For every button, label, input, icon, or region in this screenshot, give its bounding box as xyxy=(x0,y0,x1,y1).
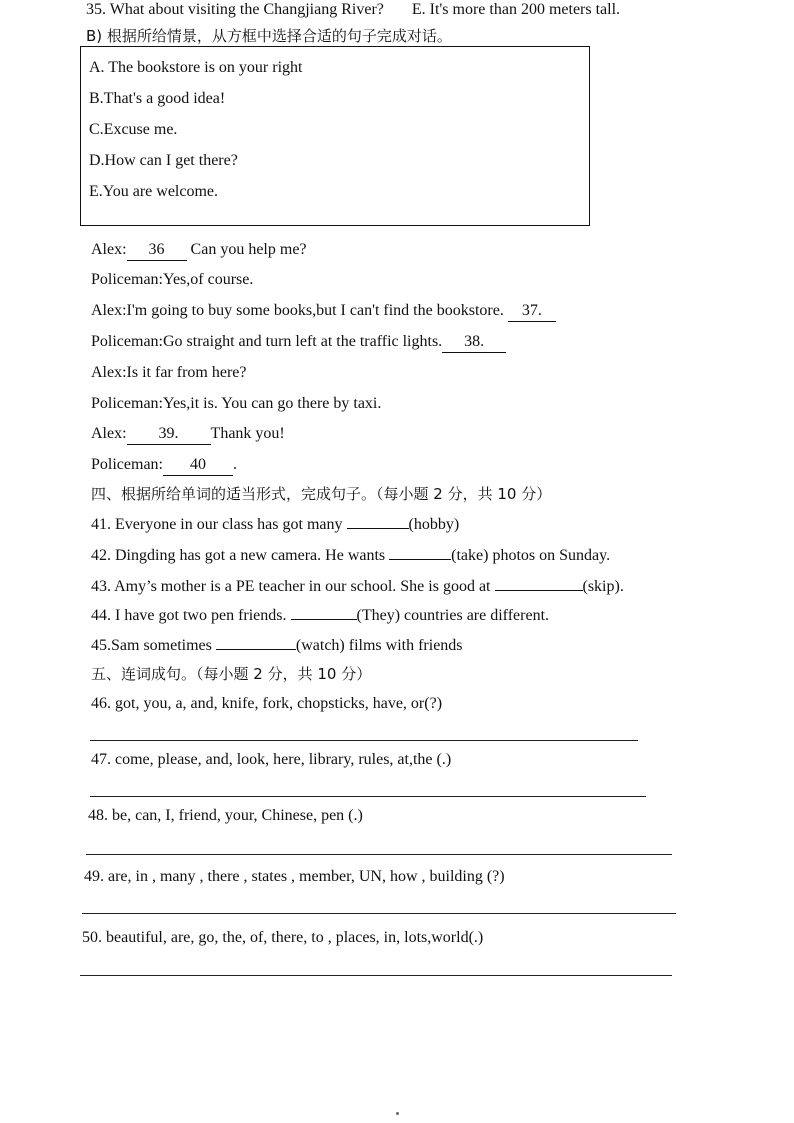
dialogue-text: . xyxy=(232,456,237,473)
answer-line-49[interactable] xyxy=(82,913,676,914)
question-49: 49. are, in , many , there , states , member, UN, how , building (?) xyxy=(84,868,505,885)
answer-blank-44[interactable] xyxy=(291,619,357,620)
section-b-heading: B) 根据所给情景，从方框中选择合适的句子完成对话。 xyxy=(86,27,452,45)
dialogue-line-7 xyxy=(91,424,285,445)
answer-blank-45[interactable] xyxy=(216,649,296,650)
page-dot-mark xyxy=(396,1112,399,1115)
dialogue-line-4 xyxy=(91,332,506,353)
answer-blank-38[interactable]: 38. xyxy=(442,332,506,353)
question-46: 46. got, you, a, and, knife, fork, chopsticks, have, or(?) xyxy=(91,695,443,712)
question-44-hint: (They) countries are different. xyxy=(356,607,550,624)
question-43-text: 43. Amy’s mother is a PE teacher in our school. She is good at xyxy=(91,578,495,595)
answer-line-47[interactable] xyxy=(90,796,646,797)
dialogue-text: Can you help me? xyxy=(186,241,307,258)
option-e: E.You are welcome. xyxy=(89,183,219,200)
answer-blank-43[interactable] xyxy=(495,590,583,591)
dialogue-line-1 xyxy=(91,240,307,261)
question-42 xyxy=(91,546,610,566)
question-42-text: 42. Dingding has got a new camera. He wants xyxy=(91,547,390,564)
answer-blank-36[interactable]: 36 xyxy=(127,240,187,261)
option-c: C.Excuse me. xyxy=(89,121,178,138)
answer-blank-42[interactable] xyxy=(389,559,451,560)
question-50: 50. beautiful, are, go, the, of, there, to , places, in, lots,world(.) xyxy=(82,929,484,946)
question-47: 47. come, please, and, look, here, library, rules, at,the (.) xyxy=(91,751,452,768)
answer-line-50[interactable] xyxy=(80,975,672,976)
question-35-line xyxy=(86,0,620,20)
question-44 xyxy=(91,606,549,626)
question-43 xyxy=(91,577,624,597)
dialogue-speaker: Alex: xyxy=(91,241,127,258)
option-e-tall-text: E. It's more than 200 meters tall. xyxy=(411,1,621,18)
section-5-heading: 五、连词成句。（每小题 2 分，共 10 分） xyxy=(91,665,372,683)
question-41-hint: (hobby) xyxy=(408,516,460,533)
dialogue-line-8 xyxy=(91,455,237,476)
question-41-text: 41. Everyone in our class has got many xyxy=(91,516,347,533)
question-43-hint: (skip). xyxy=(582,578,624,595)
question-41 xyxy=(91,515,459,535)
dialogue-line-3 xyxy=(91,301,556,322)
question-35-text: 35. What about visiting the Changjiang River? xyxy=(86,1,384,18)
dialogue-text: Thank you! xyxy=(210,425,285,442)
option-b: B.That's a good idea! xyxy=(89,90,226,107)
answer-line-46[interactable] xyxy=(90,740,638,741)
dialogue-speaker: Alex: xyxy=(91,425,127,442)
question-45-hint: (watch) films with friends xyxy=(295,637,463,654)
section-4-heading: 四、根据所给单词的适当形式，完成句子。（每小题 2 分，共 10 分） xyxy=(91,485,552,503)
answer-line-48[interactable] xyxy=(86,854,672,855)
dialogue-speaker: Policeman: xyxy=(91,456,163,473)
question-45-text: 45.Sam sometimes xyxy=(91,637,216,654)
dialogue-line-6: Policeman:Yes,it is. You can go there by taxi. xyxy=(91,395,382,412)
question-44-text: 44. I have got two pen friends. xyxy=(91,607,291,624)
answer-blank-37[interactable]: 37. xyxy=(508,301,556,322)
question-42-hint: (take) photos on Sunday. xyxy=(451,547,611,564)
answer-blank-39[interactable]: 39. xyxy=(127,424,211,445)
options-box xyxy=(80,46,590,226)
dialogue-line-5: Alex:Is it far from here? xyxy=(91,364,247,381)
question-48: 48. be, can, I, friend, your, Chinese, pen (.) xyxy=(88,807,363,824)
dialogue-line-2: Policeman:Yes,of course. xyxy=(91,271,254,288)
dialogue-text: Alex:I'm going to buy some books,but I can't find the bookstore. xyxy=(91,302,508,319)
question-45 xyxy=(91,636,463,656)
answer-blank-40[interactable]: 40 xyxy=(163,455,233,476)
option-d: D.How can I get there? xyxy=(89,152,238,169)
dialogue-text: Policeman:Go straight and turn left at the traffic lights. xyxy=(91,333,443,350)
answer-blank-41[interactable] xyxy=(347,528,409,529)
option-a: A. The bookstore is on your right xyxy=(89,59,303,76)
